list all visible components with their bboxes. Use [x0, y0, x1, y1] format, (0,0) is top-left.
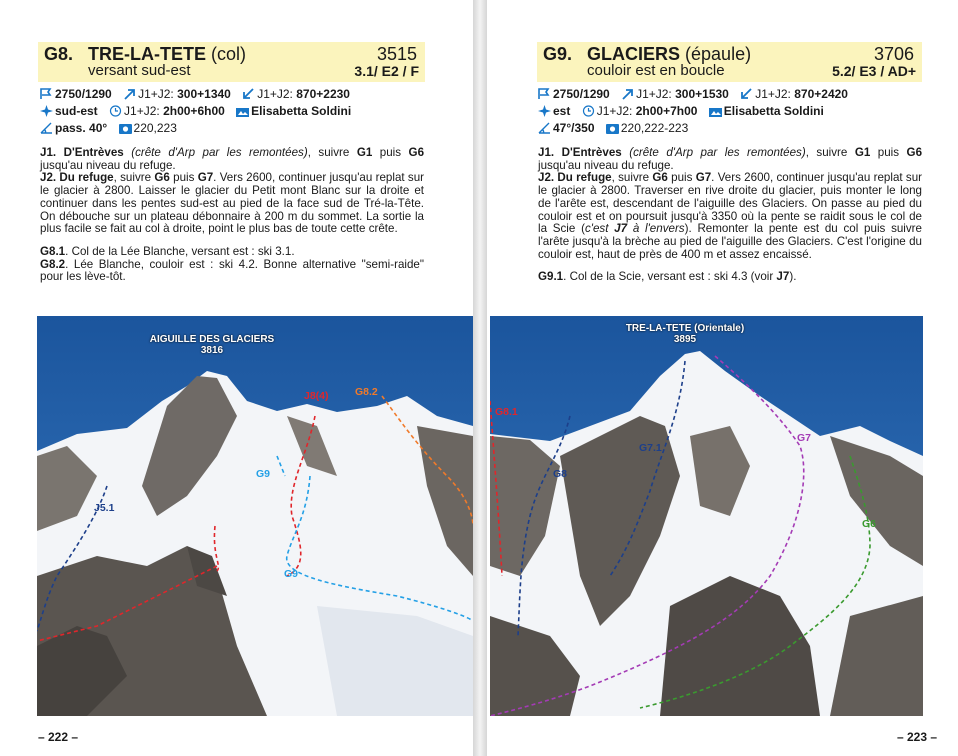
route-label-g9: G9	[256, 468, 271, 480]
route-subtitle: versant sud-est	[88, 62, 191, 79]
route-label-g8-2: G8.2	[355, 386, 378, 398]
peak-label: TRE-LA-TETE (Orientale) 3895	[625, 323, 745, 345]
route-code: G9.	[543, 44, 573, 64]
compass-star-icon	[538, 105, 551, 117]
route-name: GLACIERS (épaule)	[587, 44, 752, 64]
page-222	[0, 0, 473, 756]
arrow-up-right-icon	[621, 88, 634, 100]
info-row-3: 47°/350 220,222-223	[538, 120, 848, 137]
route-subtitle: couloir est en boucle	[587, 62, 725, 79]
info-row-3: pass. 40° 220,223	[40, 120, 351, 137]
peak-label: AIGUILLE DES GLACIERS 3816	[149, 334, 275, 356]
route-header-g9	[537, 42, 922, 82]
route-grade: 3.1/ E2 / F	[354, 63, 419, 79]
camera-icon	[119, 122, 132, 134]
photographer-icon	[236, 105, 249, 117]
slope-angle-icon	[40, 122, 53, 134]
route-info	[40, 86, 351, 137]
mountain-photo-left	[37, 316, 473, 716]
route-label-j8: J8(4)	[304, 390, 329, 402]
book-gutter	[473, 0, 487, 756]
route-description	[40, 147, 424, 294]
route-label-g7-1: G7.1	[639, 442, 662, 454]
route-info	[538, 86, 848, 137]
route-grade: 5.2/ E3 / AD+	[832, 63, 916, 79]
route-label-g8: G8	[553, 468, 568, 480]
info-row-2: sud-est J1+J2: 2h00+6h00 Elisabetta Soldini	[40, 103, 351, 120]
clock-icon	[109, 105, 122, 117]
flag-icon	[40, 88, 53, 100]
paragraph-variants: G9.1. Col de la Scie, versant est : ski 4.3 (voir J7).	[538, 270, 797, 284]
route-label-g7: G7	[797, 432, 812, 444]
route-altitude: 3515	[376, 44, 417, 64]
route-label-j5-1: J5.1	[94, 502, 115, 514]
route-altitude: 3706	[873, 44, 914, 64]
camera-icon	[606, 122, 619, 134]
flag-icon	[538, 88, 551, 100]
page-number: – 222 –	[38, 730, 79, 744]
clock-icon	[582, 105, 595, 117]
arrow-down-left-icon	[242, 88, 255, 100]
page-223	[487, 0, 958, 756]
arrow-up-right-icon	[123, 88, 136, 100]
compass-star-icon	[40, 105, 53, 117]
route-name: TRE-LA-TETE (col)	[88, 44, 246, 64]
info-row-2: est J1+J2: 2h00+7h00 Elisabetta Soldini	[538, 103, 848, 120]
page-number: – 223 –	[897, 730, 938, 744]
route-label-g6: G6	[862, 518, 877, 530]
route-label-g8-1: G8.1	[495, 406, 518, 418]
paragraph-itinerary: J1. D'Entrèves (crête d'Arp par les remontées), suivre G1 puis G6 jusqu'au niveau du refuge. J2. Du refuge, suivre G6 puis G7. Vers 2600, continuer jusqu'au replat sur le glacier à 2800. Laisser le glacier du Petit mont Blanc sur la droite et continuer dans les pentes sud-est au pied de la face sud de Tré-la-Tête. On débouche sur un plateau débonnaire à 200 m du sommet. La sortie la plus facile se fait au col à droite, point le plus bas de toute cette crête.	[40, 146, 425, 236]
info-row-1: 2750/1290 J1+J2: 300+1340 J1+J2: 870+2230	[40, 86, 351, 103]
route-label-g9-lower: G9	[284, 568, 299, 580]
route-code: G8.	[44, 44, 74, 64]
route-header-g8	[38, 42, 425, 82]
paragraph-variants: G8.1. Col de la Lée Blanche, versant est : ski 3.1. G8.2. Lée Blanche, couloir est : ski 4.2. Bonne alternative "semi-raide" pour les lève-tôt.	[40, 244, 424, 284]
slope-angle-icon	[538, 122, 551, 134]
paragraph-itinerary: J1. D'Entrèves (crête d'Arp par les remontées), suivre G1 puis G6 jusqu'au niveau du refuge. J2. Du refuge, suivre G6 puis G7. Vers 2600, continuer jusqu'au replat sur le glacier à 2800. Traverser en rive droite du glacier, puis monter le long de l'arête est, descendant de l'aiguille des Glaciers. On passe au pied du couloir est et on poursuit jusqu'à 3350 où la pente se raidit sous le col de la Scie (c'est J7 à l'envers). Remonter la pente est du col puis suivre l'arête jusqu'à la brèche au pied de l'aiguille des Glaciers. C'est l'origine du couloir est, haut de près de 400 m et assez encaissé.	[538, 146, 923, 261]
photographer-icon	[709, 105, 722, 117]
arrow-down-left-icon	[740, 88, 753, 100]
mountain-photo-right	[490, 316, 923, 716]
route-description	[538, 147, 922, 294]
info-row-1: 2750/1290 J1+J2: 300+1530 J1+J2: 870+2420	[538, 86, 848, 103]
